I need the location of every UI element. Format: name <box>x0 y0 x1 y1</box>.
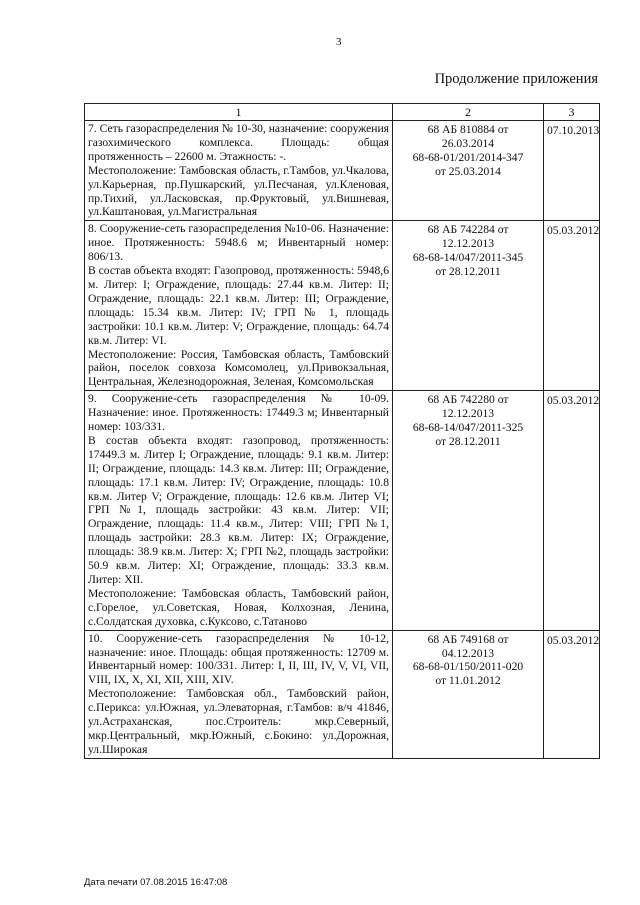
table-row <box>85 630 600 758</box>
registration-cell <box>393 121 544 221</box>
registration-cell <box>393 630 544 758</box>
registration-line: 68 АБ 742284 от <box>427 223 509 237</box>
registration-line: от 11.01.2012 <box>435 674 501 688</box>
table-header-row <box>85 104 600 121</box>
registration-line: 68-68-14/047/2011-325 <box>412 421 524 435</box>
date-cell <box>544 121 600 221</box>
description-paragraph: Местоположение: Тамбовская область, г.Тамбов, ул.Чкалова, ул.Карьерная, пр.Пушкарский, ул.Песчаная, ул.Кленовая, пр.Тихий, ул.Ласковская, пр.Фруктовый, ул.Вишневая, ул.Каштановая, ул.Магистральная <box>88 163 390 219</box>
appendix-title: Продолжение приложения <box>434 71 598 87</box>
page-number: 3 <box>336 36 342 48</box>
registration-cell <box>393 391 544 630</box>
date-value: 07.10.2013 <box>547 124 600 137</box>
date-cell <box>544 221 600 391</box>
column-header-2: 2 <box>393 104 544 121</box>
registration-line: 68 АБ 810884 от <box>427 123 509 136</box>
description-paragraph: 8. Сооружение-сеть газораспределения №10-06. Назначение: иное. Протяженность: 5948.6 м; Инвентарный номер: 806/13. <box>88 222 389 264</box>
date-cell <box>544 630 600 758</box>
registration-line: от 25.03.2014 <box>435 164 501 178</box>
object-description-cell <box>85 221 393 391</box>
date-value: 05.03.2012 <box>547 633 600 647</box>
print-date: Дата печати 07.08.2015 16:47:08 <box>84 877 228 888</box>
registration-line: от 28.12.2011 <box>435 265 501 279</box>
column-header-1: 1 <box>85 104 393 121</box>
description-paragraph: 9. Сооружение-сеть газораспределения № 10-09. Назначение: иное. Протяженность: 17449.3 м; Инвентарный номер: 103/331. <box>88 392 389 434</box>
description-paragraph: В состав объекта входят: газопровод, протяженность: 17449.3 м. Литер I; Ограждение, площадь: 9.1 кв.м. Литер: II; Ограждение, площадь: 14.3 кв.м. Литер: III; Ограждение, площадь: 17.1 кв.м. Литер: IV; Ограждение, площадь: 10.8 кв.м. Литер V; Ограждение, площадь: 12.6 кв.м. Литер VI; ГРП №1, площадь застройки: 43 кв.м. Литер: VII; Ограждение, площадь: 11.4 кв.м., Литер: VIII; ГРП №1, площадь застройки: 28.3 кв.м. Литер: IX; Ограждение, площадь: 38.9 кв.м. Литер: X; ГРП №2, площадь застройки: 50.9 кв.м. Литер: XI; Ограждение, площадь: 33.3 кв.м. Литер: XII. <box>88 433 389 586</box>
registration-line: 04.12.2013 <box>441 646 495 660</box>
description-paragraph: Местоположение: Тамбовская обл., Тамбовский район, с.Периксa: ул.Южная, ул.Элеваторная, г.Тамбов: в/ч 41846, ул.Астраханская, пос.Строитель: мкр.Северный, мкр.Центральный, мкр.Южный, с.Бокино: ул.Дорожная, ул.Широкая <box>88 687 389 756</box>
registration-line: 26.03.2014 <box>441 136 495 150</box>
description-paragraph: Местоположение: Тамбовская область, Тамбовский район, с.Горелое, ул.Советская, Новая, Колхозная, Ленина, с.Солдатская духовка, с.Куксово, с.Татаново <box>88 586 389 628</box>
table-row <box>85 121 600 221</box>
registration-line: 68 АБ 749168 от <box>427 632 509 646</box>
object-description-cell <box>85 121 393 221</box>
date-value: 05.03.2012 <box>547 394 600 408</box>
date-value: 05.03.2012 <box>547 224 600 238</box>
registration-line: 68-68-01/150/2011-020 <box>412 660 524 674</box>
description-paragraph: 7. Сеть газораспределения № 10-30, назначение: сооружения газохимического комплекса. Площадь: общая протяженность – 22600 м. Этажность: -. <box>88 122 389 163</box>
registration-cell <box>393 221 544 391</box>
object-description-cell <box>85 630 393 758</box>
registration-line: 68-68-14/047/2011-345 <box>412 251 524 265</box>
registration-line: 12.12.2013 <box>441 407 495 421</box>
registry-table <box>84 103 600 759</box>
description-paragraph: В состав объекта входят: Газопровод, протяженность: 5948,6 м. Литер: I; Ограждение, площадь: 27.44 кв.м. Литер: II; Ограждение, площадь: 22.1 кв.м. Литер: III; Ограждение, площадь: 15.34 кв.м. Литер: IV; ГРП № 1, площадь застройки: 10.1 кв.м. Литер: V; Ограждение, площадь: 64.74 кв.м. Литер: VI. <box>88 264 389 347</box>
object-description-cell <box>85 391 393 630</box>
table-row <box>85 221 600 391</box>
column-header-3: 3 <box>544 104 600 121</box>
description-paragraph: Местоположение: Россия, Тамбовская область, Тамбовский район, поселок совхоза Комсомолец, ул.Привокзальная, Центральная, Железнодорожная, Зеленая, Комсомольская <box>88 347 389 389</box>
date-cell <box>544 391 600 630</box>
table-row <box>85 391 600 630</box>
registration-line: от 28.12.2011 <box>435 434 501 448</box>
registration-line: 12.12.2013 <box>441 237 495 251</box>
registration-line: 68 АБ 742280 от <box>427 393 509 407</box>
registration-line: 68-68-01/201/2014-347 <box>412 150 524 164</box>
description-paragraph: 10. Сооружение-сеть газораспределения № 10-12, назначение: иное. Площадь: общая протяженность: 12709 м. Инвентарный номер: 100/331. Литер: I, II, III, IV, V, VI, VII, VIII, IX, X, XI, XII, XIII, XIV. <box>88 631 389 687</box>
